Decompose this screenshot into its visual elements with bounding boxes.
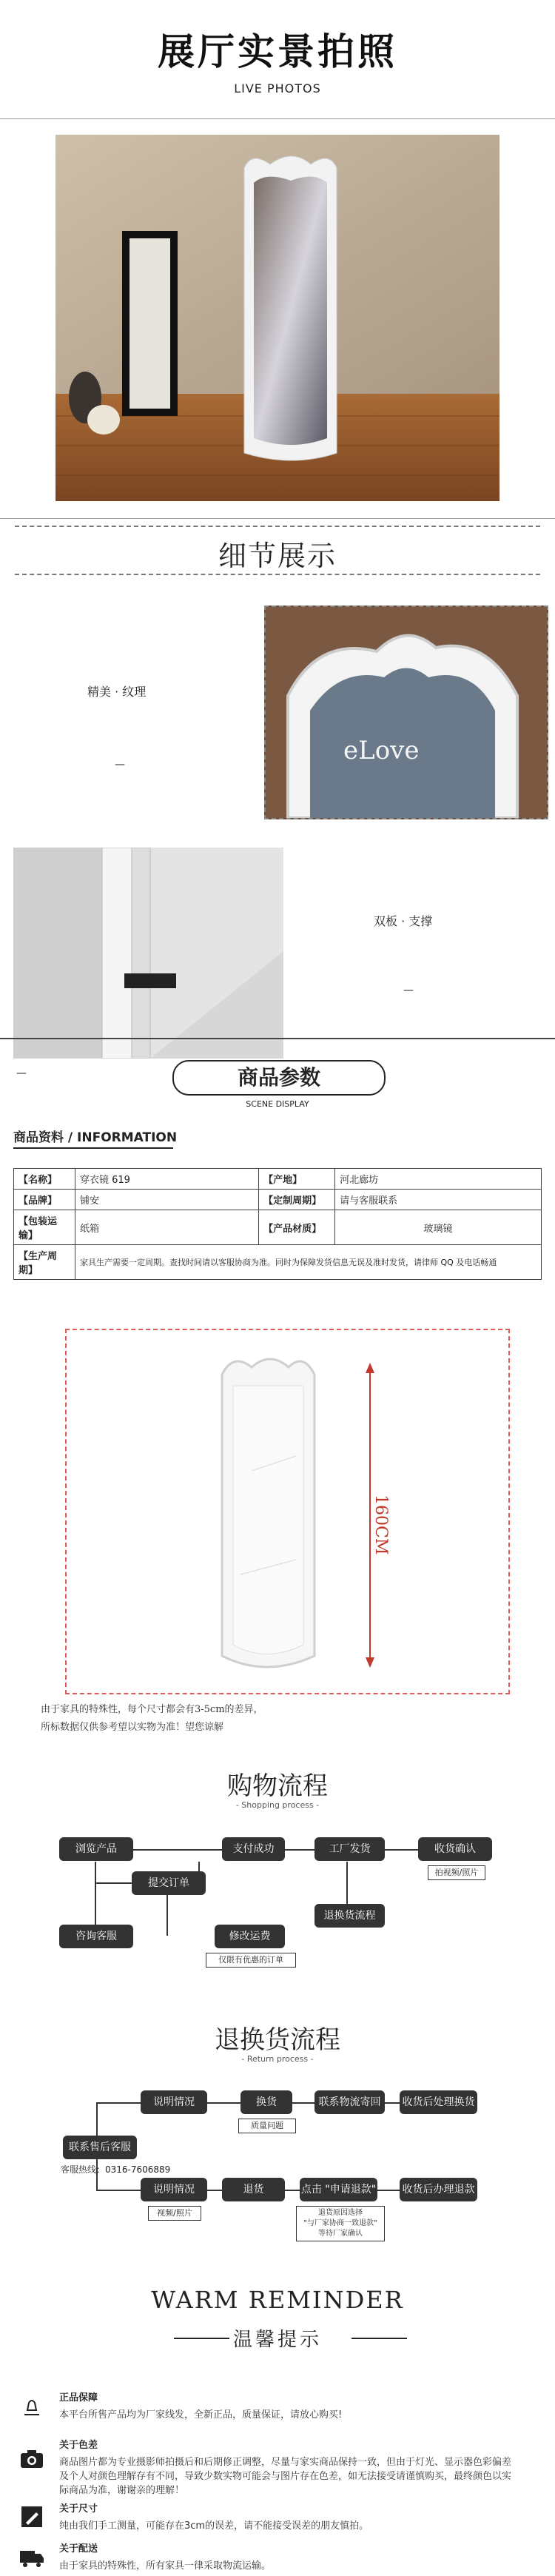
return-explain: 说明情况 [141,2090,207,2114]
return-after-receive: 收货后处理换货 [400,2090,477,2114]
return-after-refund: 收货后办理退款 [400,2178,477,2201]
return-ship-back: 联系物流寄回 [314,2090,385,2114]
svg-text:eLove: eLove [343,736,420,765]
receive-note: 拍视频/照片 [428,1865,485,1880]
detail-photo-support [13,848,283,1059]
explain2-note: 视频/照片 [148,2206,201,2221]
params-info-title: 商品资料 / INFORMATION [13,1130,178,1145]
size-note-line2: 所标数据仅供参考望以实物为准！望您谅解 [41,1722,224,1733]
stamp-icon [18,2392,45,2419]
detail-item2-dash: — [403,985,414,996]
camera-icon [18,2446,45,2472]
params-title: 商品参数 [172,1060,386,1096]
detail-item1-dash: — [115,759,125,771]
detail-photo-texture [264,606,548,819]
detail-title: 细节展示 [218,540,337,572]
truck-icon [18,2543,45,2570]
size-note-line1: 由于家具的特殊性，每个尺寸都会有3-5cm的差异， [41,1704,263,1715]
size-diagram [65,1329,510,1694]
click-note: 退货原因选择 "与厂家协商一致退款" 等待厂家确认 [296,2206,385,2241]
reminder-item-genuine: 正品保障 本平台所售产品均为厂家线发，全新正品，质量保证，请放心购买! [59,2389,518,2421]
contact-cs: 联系售后客服 [63,2136,137,2159]
factory-ship: 工厂发货 [314,1837,385,1861]
reminder-title: WARM REMINDER [151,2286,404,2314]
detail-item2-label: 双板 · 支撑 [374,914,433,928]
live-subtitle: LIVE PHOTOS [234,81,321,95]
submit-order: 提交订单 [132,1871,206,1895]
reminder-item-delivery: 关于配送 由于家具的特殊性，所有家具一律采取物流运输。 [59,2540,518,2572]
return-click-refund: 点击 "申请退款" [300,2178,377,2201]
return-process: 退换货流程 [314,1904,385,1928]
reminder-item-size: 关于尺寸 纯由我们手工测量，可能存在3cm的误差，请不能接受误差的朋友慎拍。 [59,2500,518,2532]
table-row: 【品牌】 铺安 【定制周期】 请与客服联系 [14,1190,542,1210]
table-row: 【生产周期】 家具生产需要一定周期。查找时间请以客服协商为准。同时为保障发货信息无误及准时发货，请律师 QQ 及电话畅通 [14,1245,542,1280]
consult-cs: 咨询客服 [59,1925,133,1948]
browse-products: 浏览产品 [59,1837,133,1861]
returns-subtitle: - Return process - [241,2054,314,2064]
reminder-subtitle: 温馨提示 [232,2329,322,2351]
params-table [13,1168,542,1280]
modify-note: 仅限有优惠的订单 [206,1953,296,1968]
detail-item1-label: 精美 · 纹理 [87,685,147,699]
modify-shipping: 修改运费 [215,1925,285,1948]
return-refund: 退货 [222,2178,285,2201]
showroom-photo [56,135,500,501]
return-explain2: 说明情况 [141,2178,207,2201]
params-dash: — [16,1067,27,1079]
cs-phone: 客服热线：0316-7606889 [61,2164,171,2175]
live-title: 展厅实景拍照 [158,30,397,73]
shopping-subtitle: - Shopping process - [235,1800,320,1810]
reminder-item-color: 关于色差 商品图片都为专业摄影师拍摄后和后期修正调整，尽量与家实商品保持一致，但由于灯光、显示器色彩偏差及个人对颜色理解存有不同，导致少数实物可能会与图片存在色差，如无法接受请谨慎购买，最终颜色以实际商品为准，谢谢亲的理解！ [59,2437,518,2496]
pencil-icon [18,2503,45,2530]
exchange-note: 质量问题 [238,2119,296,2133]
payment-success: 支付成功 [222,1837,285,1861]
confirm-receipt: 收货确认 [418,1837,492,1861]
params-subtitle: SCENE DISPLAY [246,1099,309,1109]
returns-title: 退换货流程 [215,2025,340,2055]
shopping-title: 购物流程 [227,1771,328,1801]
table-row: 【包装运输】 纸箱 【产品材质】 玻璃镜 [14,1210,542,1245]
return-exchange: 换货 [240,2090,292,2114]
table-row: 【名称】 穿衣镜 619 【产地】 河北廊坊 [14,1169,542,1190]
size-label: 160CM [371,1495,390,1555]
